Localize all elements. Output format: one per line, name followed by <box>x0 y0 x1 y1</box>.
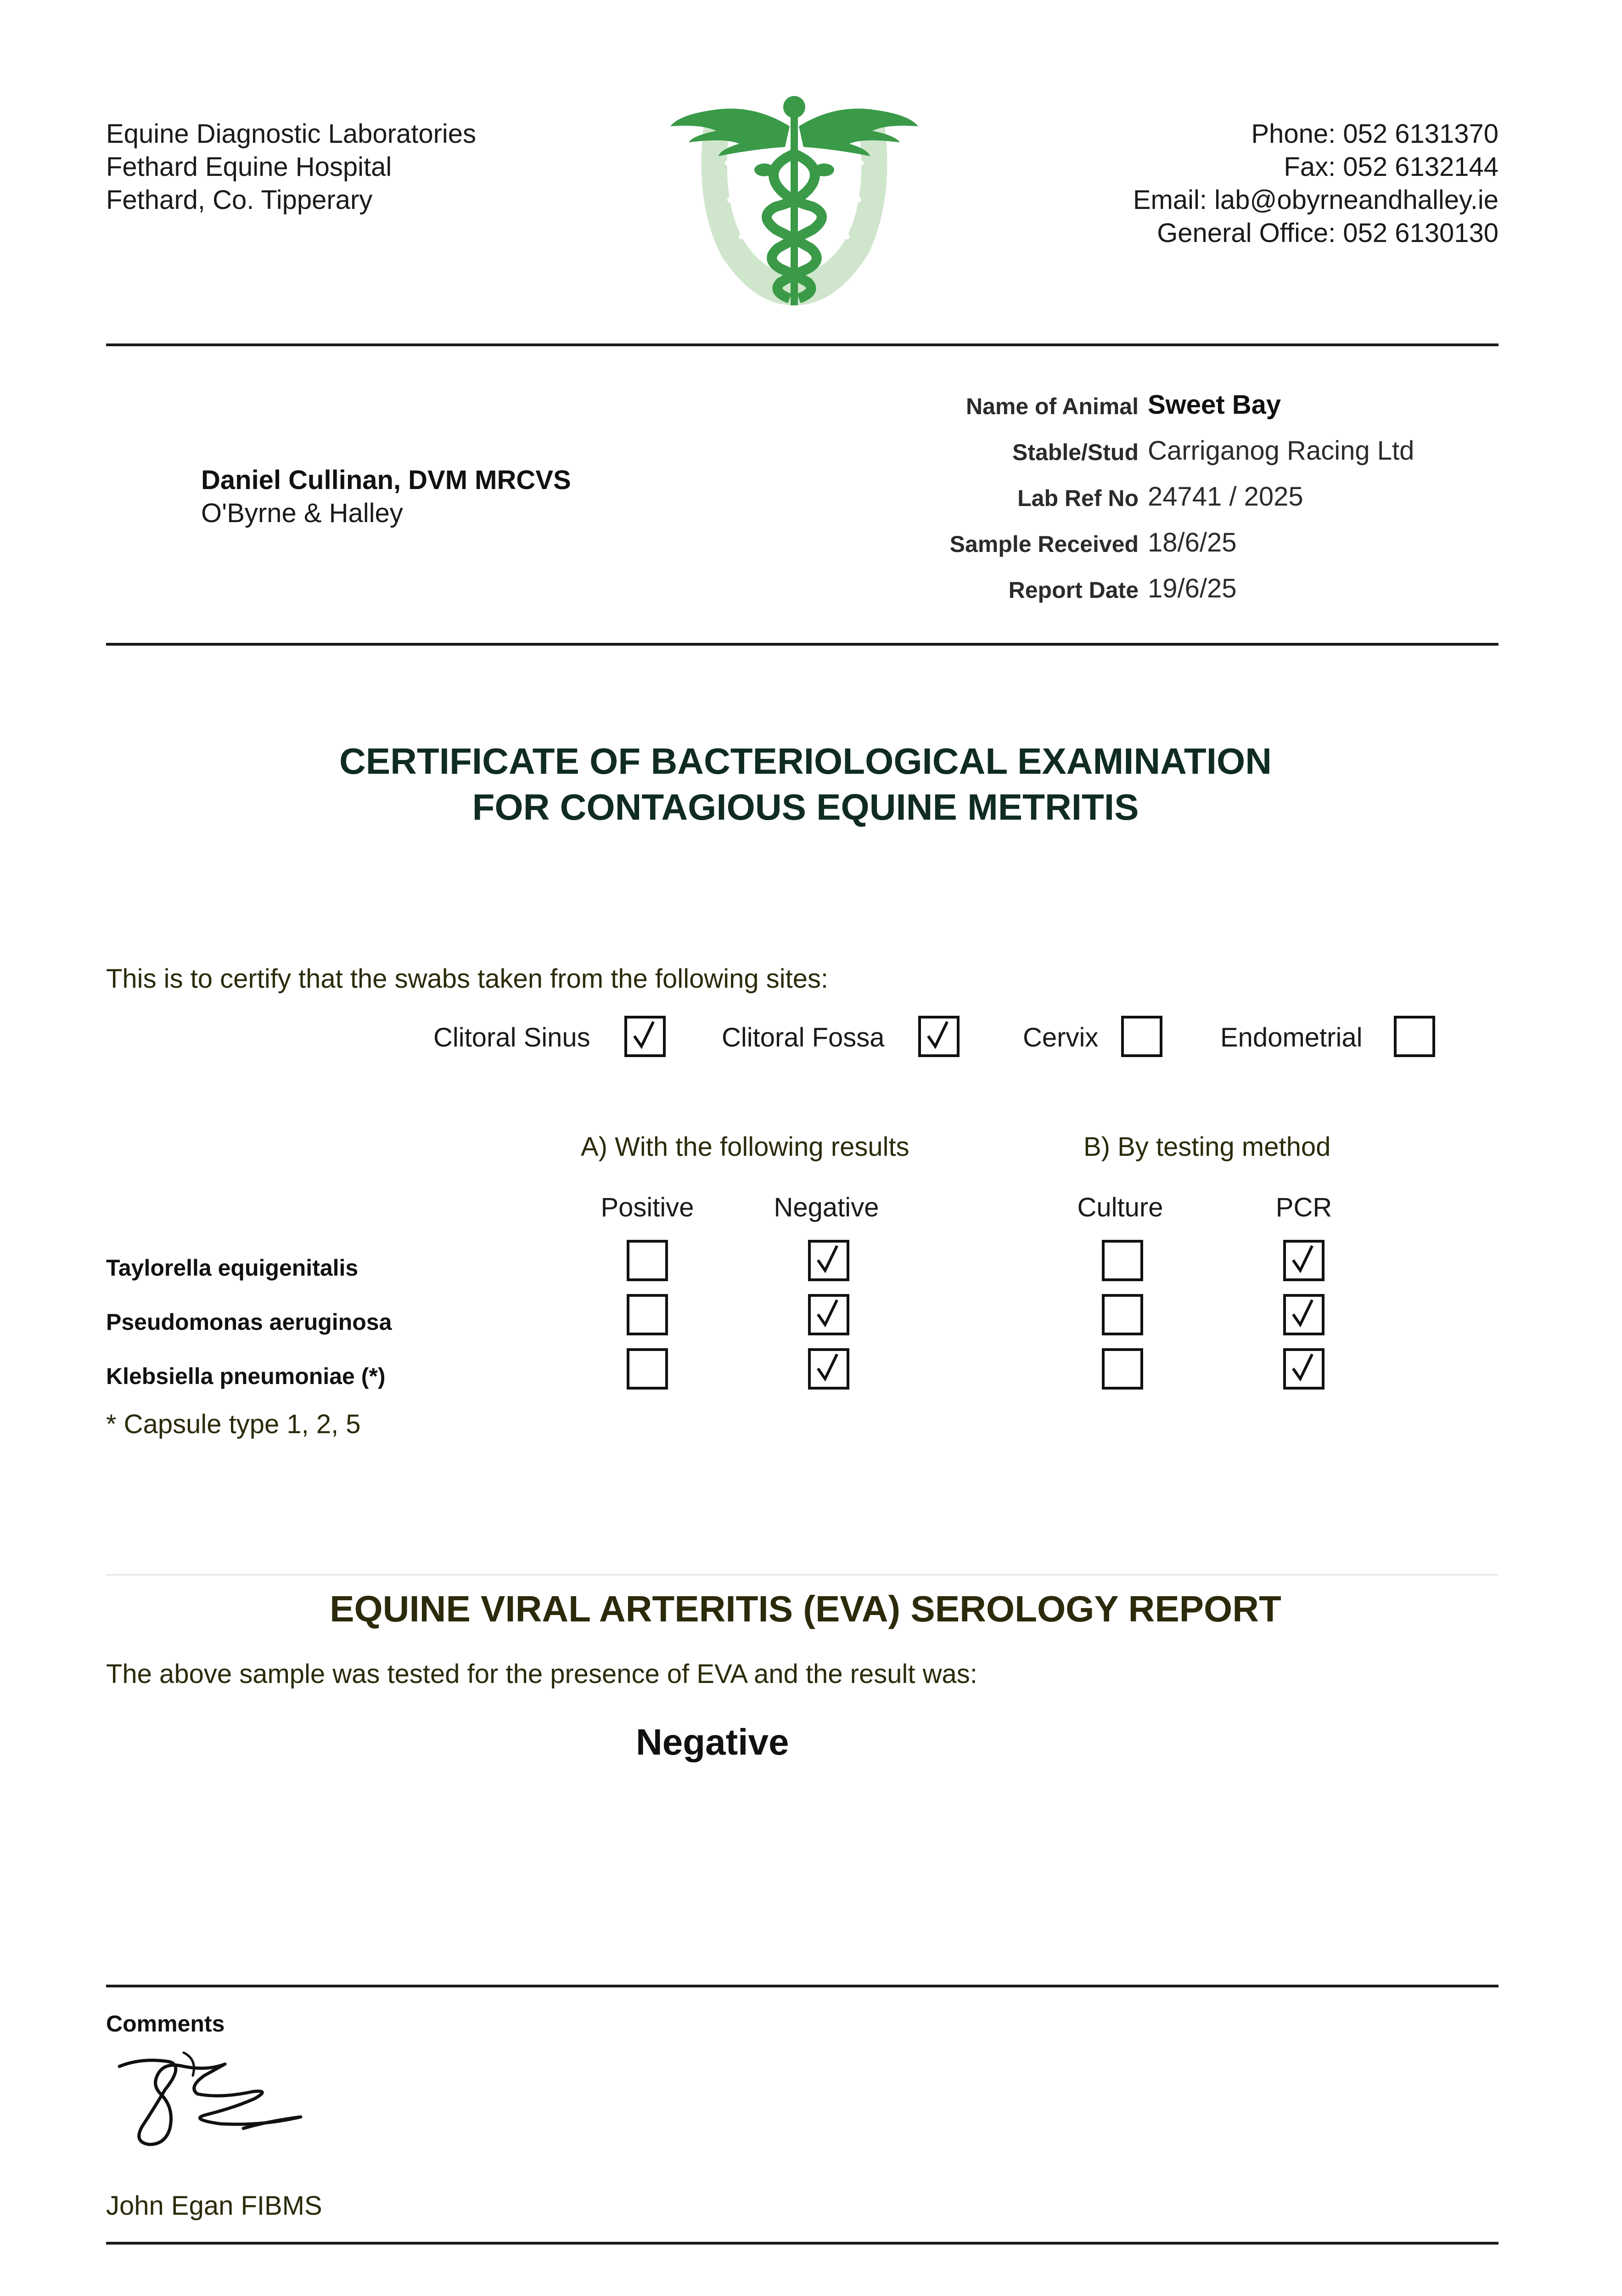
detail-value-animal: Sweet Bay <box>1148 390 1281 420</box>
site-label-clitoral-sinus: Clitoral Sinus <box>433 1023 590 1052</box>
eva-divider <box>106 1574 1499 1576</box>
header-divider <box>106 343 1499 346</box>
column-negative: Negative <box>774 1193 879 1222</box>
negative-checkbox[interactable] <box>808 1348 849 1390</box>
logo <box>661 90 927 315</box>
hospital-name: Fethard Equine Hospital <box>106 152 392 182</box>
checkmark-icon <box>921 1019 957 1054</box>
site-label-endometrial: Endometrial <box>1220 1023 1363 1052</box>
checkmark-icon <box>1286 1297 1322 1333</box>
culture-checkbox[interactable] <box>1102 1240 1143 1281</box>
detail-label-animal: Name of Animal <box>965 394 1139 419</box>
lab-name: Equine Diagnostic Laboratories <box>106 119 477 149</box>
culture-checkbox[interactable] <box>1102 1348 1143 1390</box>
negative-checkbox[interactable] <box>808 1240 849 1281</box>
pcr-checkbox[interactable] <box>1283 1294 1325 1335</box>
site-checkbox-clitoral-fossa[interactable] <box>918 1016 960 1057</box>
site-label-cervix: Cervix <box>1023 1023 1099 1052</box>
positive-checkbox[interactable] <box>627 1294 668 1335</box>
certificate-title-line2: FOR CONTAGIOUS EQUINE METRITIS <box>472 787 1139 827</box>
signature <box>115 2048 335 2154</box>
comments-label: Comments <box>106 2011 225 2037</box>
detail-value-labref: 24741 / 2025 <box>1148 482 1303 512</box>
detail-value-received: 18/6/25 <box>1148 528 1237 557</box>
organism-label: Taylorella equigenitalis <box>106 1255 359 1281</box>
organism-label: Pseudomonas aeruginosa <box>106 1309 392 1335</box>
culture-checkbox[interactable] <box>1102 1294 1143 1335</box>
checkmark-icon <box>1286 1243 1322 1278</box>
lab-contact <box>1133 118 1499 250</box>
organism-label: Klebsiella pneumoniae (*) <box>106 1363 386 1389</box>
checkmark-icon <box>811 1351 847 1387</box>
details-divider <box>106 643 1499 646</box>
comments-divider <box>106 1985 1499 1987</box>
detail-value-report: 19/6/25 <box>1148 574 1237 603</box>
footer-divider <box>106 2242 1499 2245</box>
signature-image <box>115 2048 335 2154</box>
negative-checkbox[interactable] <box>808 1294 849 1335</box>
checkmark-icon <box>811 1297 847 1333</box>
site-checkbox-endometrial[interactable] <box>1394 1016 1435 1057</box>
eva-title: EQUINE VIRAL ARTERITIS (EVA) SEROLOGY REPORT <box>330 1588 1281 1629</box>
lab-location: Fethard, Co. Tipperary <box>106 185 373 215</box>
positive-checkbox[interactable] <box>627 1240 668 1281</box>
detail-label-report: Report Date <box>1008 577 1139 603</box>
addressee <box>201 464 571 530</box>
column-pcr: PCR <box>1275 1193 1332 1222</box>
checkmark-icon <box>627 1019 663 1054</box>
phone: Phone: 052 6131370 <box>1251 119 1499 149</box>
certificate-title-line1: CERTIFICATE OF BACTERIOLOGICAL EXAMINATION <box>339 741 1272 782</box>
detail-label-stable: Stable/Stud <box>1012 439 1139 465</box>
detail-value-stable: Carriganog Racing Ltd <box>1148 436 1414 466</box>
eva-result: Negative <box>636 1722 789 1762</box>
checkmark-icon <box>811 1243 847 1278</box>
site-label-clitoral-fossa: Clitoral Fossa <box>722 1023 885 1052</box>
section-a-heading: A) With the following results <box>581 1132 909 1162</box>
pcr-checkbox[interactable] <box>1283 1348 1325 1390</box>
section-b-heading: B) By testing method <box>1083 1132 1331 1162</box>
site-checkbox-clitoral-sinus[interactable] <box>624 1016 666 1057</box>
pcr-checkbox[interactable] <box>1283 1240 1325 1281</box>
signatory-name: John Egan FIBMS <box>106 2191 322 2221</box>
email: Email: lab@obyrneandhalley.ie <box>1133 185 1499 215</box>
addressee-practice: O'Byrne & Halley <box>201 498 403 528</box>
lab-address <box>106 118 476 217</box>
addressee-name: Daniel Cullinan, DVM MRCVS <box>201 465 571 495</box>
detail-label-received: Sample Received <box>949 531 1139 557</box>
fax: Fax: 052 6132144 <box>1284 152 1499 182</box>
column-positive: Positive <box>601 1193 694 1222</box>
certificate-intro: This is to certify that the swabs taken from the following sites: <box>106 964 829 994</box>
general-office: General Office: 052 6130130 <box>1157 218 1499 248</box>
column-culture: Culture <box>1077 1193 1163 1222</box>
positive-checkbox[interactable] <box>627 1348 668 1390</box>
site-checkbox-cervix[interactable] <box>1121 1016 1162 1057</box>
caduceus-horseshoe-icon <box>661 90 927 315</box>
checkmark-icon <box>1286 1351 1322 1387</box>
capsule-footnote: * Capsule type 1, 2, 5 <box>106 1409 361 1439</box>
eva-text: The above sample was tested for the presence of EVA and the result was: <box>106 1659 977 1689</box>
detail-label-labref: Lab Ref No <box>1017 485 1139 511</box>
